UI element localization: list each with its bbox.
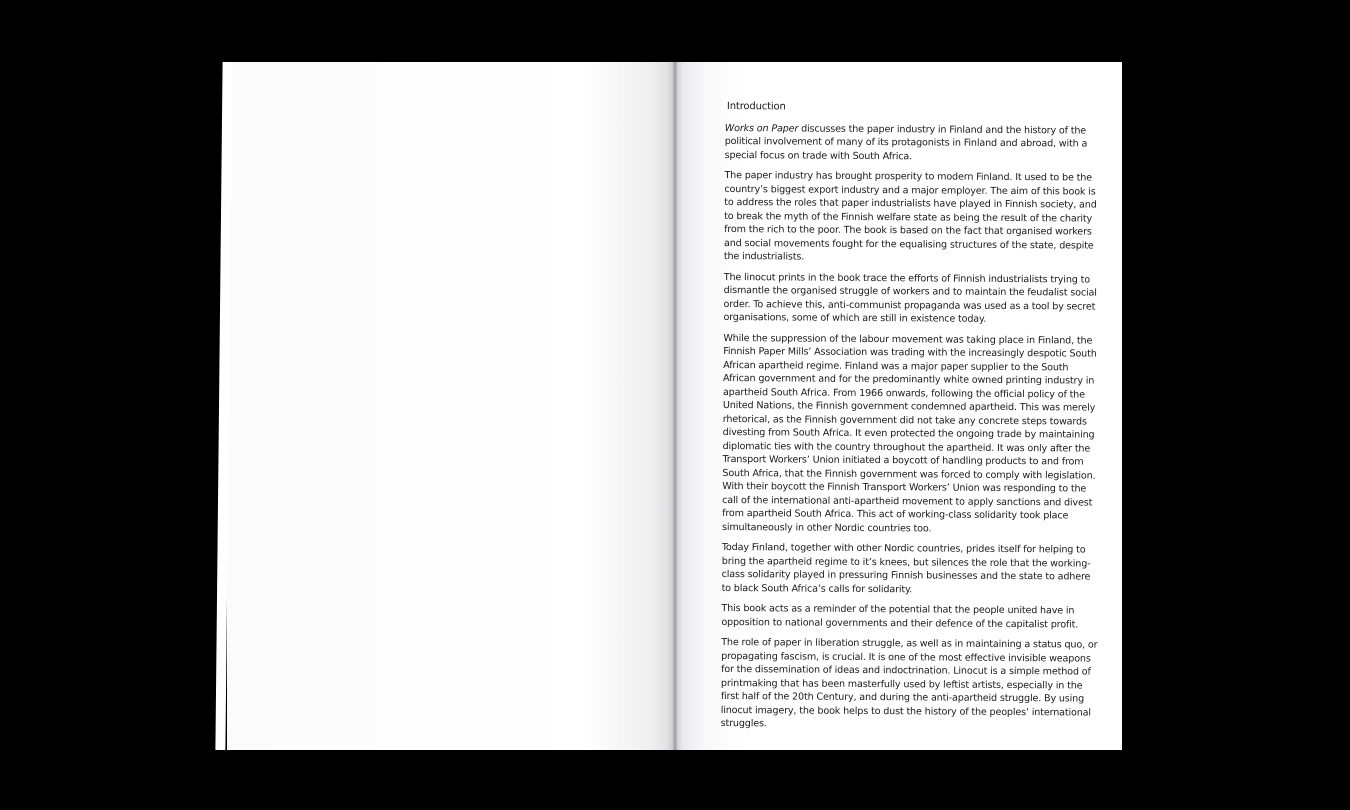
book-title: Works on Paper <box>724 122 799 135</box>
paragraph-1 <box>725 121 1105 164</box>
paragraph-2: The paper industry has brought prosperity to modern Finland. It used to be the country’s biggest export industry and a major employer. The aim of this book is to address the roles that paper industrialists have played in Finnish society, and to break the myth of the Finnish welfare state as being the result of the charity from the rich to the poor. The book is based on the fact that organised workers and social movements fought for the equalising structures of the state, despite the industrialists. <box>723 169 1097 263</box>
paragraph-3: The linocut prints in the book trace the efforts of Finnish industrialists trying to dismantle the organised struggle of workers and to maintain the feudalist social order. To achieve this, anti-communist propaganda was used as a tool by secret organisations, some of which are still in existence today. <box>723 271 1097 325</box>
introduction-text <box>721 100 1105 740</box>
paragraph-4: While the suppression of the labour movement was taking place in Finland, the Finnish Paper Mills’ Association was trading with the increasingly despotic South African apartheid regime. Finland was a major paper supplier to the South African government and for the predominantly white owned printing industry in apartheid South Africa. From 1966 onwards, following the official policy of the United Nations, the Finnish government condemned apartheid. This was merely rhetorical, as the Finnish government did not take any concrete steps towards divesting from South Africa. It even protected the ongoing trade by maintaining diplomatic ties with the country throughout the apartheid. It was only after the Transport Workers’ Union initiated a boycott of handling products to and from South Africa, that the Finnish government was forced to comply with legislation. With their boycott the Finnish Transport Workers’ Union was responding to the call of the international anti-apartheid movement to apply sanctions and divest from apartheid South Africa. This act of working-class solidarity took place simultaneously in other Nordic countries too. <box>721 332 1097 534</box>
paragraph-5: Today Finland, together with other Nordic countries, prides itself for helping to bring the apartheid regime to it’s knees, but silences the role that the working-class solidarity played in pressuring Finnish businesses and the state to adhere to black South Africa’s calls for solidarity. <box>721 541 1091 595</box>
paragraph-6: This book acts as a reminder of the potential that the people united have in opposition to national governments and their defence of the capitalist profit. <box>721 602 1079 630</box>
page-heading: Introduction <box>726 101 786 113</box>
paragraph-1-text: discusses the paper industry in Finland and the history of the political involvement of many of its protagonists in Finland and abroad, with a special focus on trade with South Africa. <box>724 123 1088 162</box>
left-page-blank <box>227 62 676 750</box>
paragraph-7: The role of paper in liberation struggle, as well as in maintaining a status quo, or propagating fascism, is crucial. It is one of the most effective invisible weapons for the dissemination of ideas and indoctrination. Linocut is a simple method of printmaking that has been masterfully used by leftist artists, especially in the first half of the 20th Century, and during the anti-apartheid struggle. By using linocut imagery, the book helps to dust the history of the peoples’ international struggles. <box>720 636 1098 730</box>
book-gutter <box>666 62 684 750</box>
